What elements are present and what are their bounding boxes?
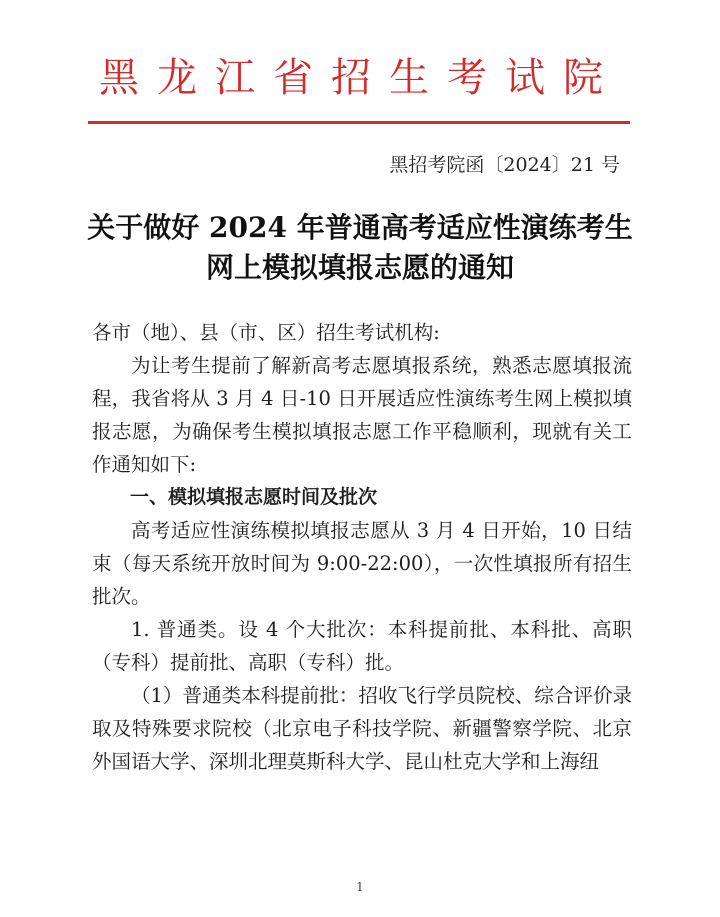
document-title	[60, 208, 660, 288]
paragraph-early-batch: （1）普通类本科提前批：招收飞行学员院校、综合评价录取及特殊要求院校（北京电子科技学院、新疆警察学院、北京外国语大学、深圳北理莫斯科大学、昆山杜克大学和上海纽	[92, 684, 632, 773]
paragraph-schedule: 高考适应性演练模拟填报志愿从 3 月 4 日开始，10 日结束（每天系统开放时间为 9:00-22:00），一次性填报所有招生批次。	[92, 519, 632, 608]
title-line-2: 网上模拟填报志愿的通知	[205, 251, 514, 284]
paragraph-intro: 为让考生提前了解新高考志愿填报系统，熟悉志愿填报流程，我省将从 3 月 4 日-10 日开展适应性演练考生网上模拟填报志愿，为确保考生模拟填报志愿工作平稳顺利，现就有关工作通知如下:	[92, 354, 632, 476]
section-heading-1: 一、模拟填报志愿时间及批次	[130, 486, 378, 508]
salutation: 各市（地）、县（市、区）招生考试机构:	[92, 321, 440, 344]
document-body	[92, 316, 632, 778]
document-number: 黑招考院函〔2024〕21 号	[389, 154, 620, 176]
title-line-1: 关于做好 2024 年普通高考适应性演练考生	[87, 211, 633, 244]
paragraph-general-category: 1. 普通类。设 4 个大批次：本科提前批、本科批、高职（专科）提前批、高职（专科）批。	[92, 618, 632, 674]
header-divider	[88, 121, 630, 124]
organization-header: 黑龙江省招生考试院	[99, 55, 621, 101]
page-number: 1	[356, 880, 364, 894]
